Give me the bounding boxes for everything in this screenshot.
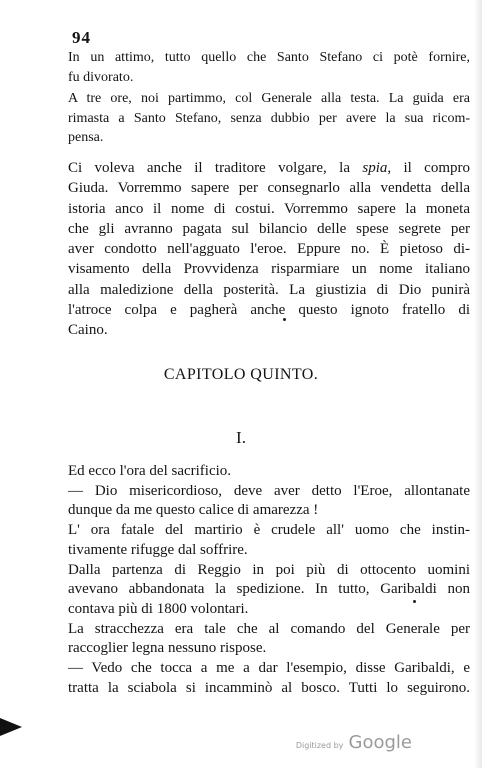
text-line: Giuda. Vorremmo sapere per consegnarlo alla vendetta della [68,180,470,197]
text-line: alla maledizione della posterità. La giustizia di Dio punirà [68,281,470,298]
text-line: — Vedo che tocca a me a dar l'esempio, disse Garibaldi, e [68,660,470,677]
text-line: rimasta a Santo Stefano, senza dubbio per avere la sua ricom- [68,110,470,126]
text-line: raccoglier legna nessuno rispose. [68,640,267,657]
text-line: fu divorato. [68,69,134,85]
text-line: tratta la sciabola si incamminò al bosco. Tutti lo seguirono. [68,679,470,696]
google-logo: Google [348,732,412,753]
text-line: avevano abbandonata la spedizione. In tutto, Garibaldi non [68,581,470,598]
text-line: Ed ecco l'ora del sacrificio. [68,463,232,479]
text-line: istoria anco il nome di costui. Vorremmo sapere la moneta [68,200,470,217]
text-line: tivamente rifugge dal soffrire. [68,541,248,558]
chapter-title: CAPITOLO QUINTO. [163,366,319,383]
text-line: — Dio misericordioso, deve aver detto l'Eroe, allontanate [68,482,470,499]
page-edge-shadow [474,0,482,768]
text-line: Caino. [68,322,108,339]
bottom-paragraphs [68,462,470,698]
page-corner-marker [0,718,22,736]
text-line: che gli avranno pagata sul bilancio delle spese segrete per [68,220,470,237]
text-line: visamento della Provvidenza risparmiare un nome italiano [68,261,470,278]
spia-paragraph [68,158,470,341]
text-line: L' ora fatale del martirio è crudele all' uomo che instin- [68,522,470,539]
text-line: A tre ore, noi partimmo, col Generale alla testa. La guida era [68,91,470,107]
text-line: l'atroce colpa e pagherà anche questo ignoto fratello di [68,302,470,319]
text-line: pensa. [68,130,104,146]
text-fragment: , il compro [387,160,470,176]
text-line: La stracchezza era tale che al comando del Generale per [68,620,470,637]
section-number: I. [236,428,246,447]
text-line: dunque da me questo calice di amarezza ! [68,502,319,519]
text-line: contava più di 1800 volontari. [68,600,249,617]
text-fragment: Ci voleva anche il traditore volgare, la [68,160,363,176]
page-number: 94 [72,28,91,47]
text-line-with-italic [68,158,470,178]
paragraph-2 [68,89,470,148]
italic-word: spia [362,160,388,176]
paragraph-1 [68,48,470,87]
text-line: Dalla partenza di Reggio in poi più di ottocento uomini [68,561,470,578]
text-line: aver condotto nell'agguato l'eroe. Eppure no. È pietoso di- [68,241,470,258]
top-paragraphs [68,48,470,148]
watermark-prefix: Digitized by [295,741,344,750]
ink-speck [283,318,286,321]
ink-speck [413,600,416,603]
text-line: In un attimo, tutto quello che Santo Stefano ci potè fornire, [68,50,470,65]
google-watermark [296,732,412,753]
